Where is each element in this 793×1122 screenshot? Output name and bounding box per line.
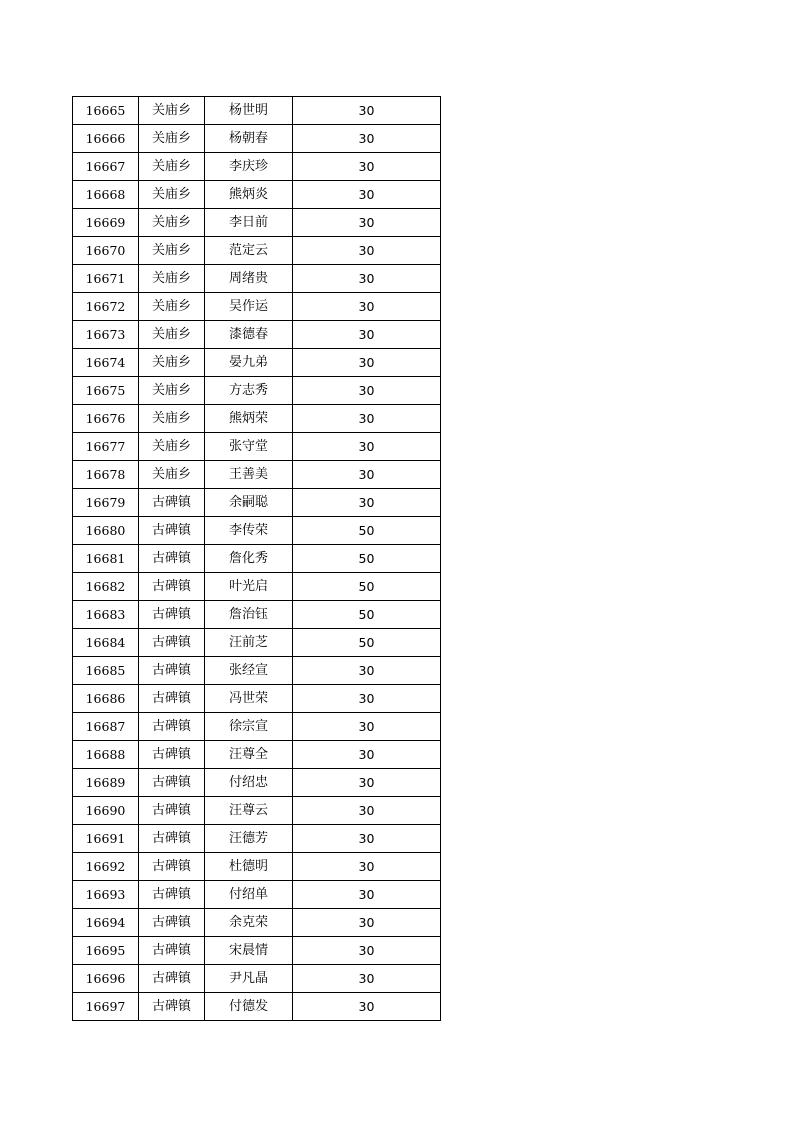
cell-id: 16696 — [73, 965, 139, 993]
cell-id: 16677 — [73, 433, 139, 461]
cell-town: 古碑镇 — [139, 629, 205, 657]
cell-town: 古碑镇 — [139, 489, 205, 517]
table-row — [73, 937, 441, 965]
cell-town: 古碑镇 — [139, 517, 205, 545]
cell-name: 熊炳荣 — [205, 405, 293, 433]
cell-id: 16690 — [73, 797, 139, 825]
cell-id: 16674 — [73, 349, 139, 377]
table-row — [73, 377, 441, 405]
cell-id: 16693 — [73, 881, 139, 909]
cell-name: 杜德明 — [205, 853, 293, 881]
cell-id: 16697 — [73, 993, 139, 1021]
cell-amount: 30 — [293, 265, 441, 293]
table-row — [73, 293, 441, 321]
cell-id: 16695 — [73, 937, 139, 965]
cell-town: 关庙乡 — [139, 153, 205, 181]
table-row — [73, 825, 441, 853]
cell-id: 16675 — [73, 377, 139, 405]
cell-town: 古碑镇 — [139, 573, 205, 601]
cell-name: 汪尊云 — [205, 797, 293, 825]
cell-amount: 30 — [293, 909, 441, 937]
cell-town: 关庙乡 — [139, 265, 205, 293]
cell-id: 16692 — [73, 853, 139, 881]
cell-town: 关庙乡 — [139, 209, 205, 237]
cell-amount: 30 — [293, 853, 441, 881]
cell-town: 关庙乡 — [139, 321, 205, 349]
cell-id: 16678 — [73, 461, 139, 489]
cell-id: 16684 — [73, 629, 139, 657]
table-row — [73, 685, 441, 713]
cell-town: 关庙乡 — [139, 405, 205, 433]
cell-name: 宋晨情 — [205, 937, 293, 965]
cell-amount: 30 — [293, 153, 441, 181]
cell-amount: 30 — [293, 209, 441, 237]
cell-name: 熊炳炎 — [205, 181, 293, 209]
table-row — [73, 573, 441, 601]
cell-amount: 30 — [293, 713, 441, 741]
cell-town: 关庙乡 — [139, 181, 205, 209]
cell-id: 16687 — [73, 713, 139, 741]
cell-amount: 50 — [293, 601, 441, 629]
cell-amount: 50 — [293, 545, 441, 573]
cell-id: 16691 — [73, 825, 139, 853]
cell-amount: 30 — [293, 97, 441, 125]
cell-id: 16670 — [73, 237, 139, 265]
cell-amount: 30 — [293, 825, 441, 853]
table-row — [73, 433, 441, 461]
cell-town: 古碑镇 — [139, 769, 205, 797]
cell-amount: 50 — [293, 573, 441, 601]
cell-id: 16676 — [73, 405, 139, 433]
cell-town: 古碑镇 — [139, 713, 205, 741]
cell-town: 古碑镇 — [139, 853, 205, 881]
cell-name: 尹凡晶 — [205, 965, 293, 993]
cell-id: 16685 — [73, 657, 139, 685]
cell-name: 叶光启 — [205, 573, 293, 601]
table-row — [73, 489, 441, 517]
cell-town: 关庙乡 — [139, 293, 205, 321]
cell-town: 古碑镇 — [139, 797, 205, 825]
cell-id: 16667 — [73, 153, 139, 181]
cell-name: 杨世明 — [205, 97, 293, 125]
cell-town: 古碑镇 — [139, 601, 205, 629]
cell-id: 16666 — [73, 125, 139, 153]
cell-town: 古碑镇 — [139, 965, 205, 993]
cell-id: 16686 — [73, 685, 139, 713]
cell-id: 16672 — [73, 293, 139, 321]
cell-name: 冯世荣 — [205, 685, 293, 713]
cell-name: 漆德春 — [205, 321, 293, 349]
cell-amount: 30 — [293, 237, 441, 265]
cell-town: 关庙乡 — [139, 97, 205, 125]
table-row — [73, 545, 441, 573]
cell-id: 16665 — [73, 97, 139, 125]
cell-amount: 30 — [293, 769, 441, 797]
cell-town: 关庙乡 — [139, 461, 205, 489]
cell-name: 余克荣 — [205, 909, 293, 937]
table-row — [73, 881, 441, 909]
cell-amount: 30 — [293, 293, 441, 321]
table-row — [73, 741, 441, 769]
table-row — [73, 97, 441, 125]
cell-town: 古碑镇 — [139, 741, 205, 769]
cell-town: 关庙乡 — [139, 237, 205, 265]
cell-name: 李日前 — [205, 209, 293, 237]
cell-town: 古碑镇 — [139, 993, 205, 1021]
table-row — [73, 629, 441, 657]
cell-name: 付德发 — [205, 993, 293, 1021]
cell-amount: 30 — [293, 489, 441, 517]
cell-name: 余嗣聪 — [205, 489, 293, 517]
cell-town: 古碑镇 — [139, 545, 205, 573]
cell-amount: 30 — [293, 881, 441, 909]
cell-name: 张经宣 — [205, 657, 293, 685]
cell-town: 关庙乡 — [139, 433, 205, 461]
cell-town: 古碑镇 — [139, 685, 205, 713]
cell-amount: 30 — [293, 685, 441, 713]
cell-name: 杨朝春 — [205, 125, 293, 153]
cell-id: 16688 — [73, 741, 139, 769]
cell-name: 詹治钰 — [205, 601, 293, 629]
cell-amount: 30 — [293, 741, 441, 769]
table-row — [73, 237, 441, 265]
cell-town: 关庙乡 — [139, 377, 205, 405]
table-row — [73, 657, 441, 685]
cell-amount: 30 — [293, 937, 441, 965]
cell-town: 古碑镇 — [139, 657, 205, 685]
table-row — [73, 853, 441, 881]
cell-town: 关庙乡 — [139, 125, 205, 153]
cell-id: 16689 — [73, 769, 139, 797]
table-row — [73, 461, 441, 489]
cell-id: 16673 — [73, 321, 139, 349]
cell-amount: 30 — [293, 965, 441, 993]
cell-amount: 50 — [293, 629, 441, 657]
cell-id: 16668 — [73, 181, 139, 209]
cell-name: 汪德芳 — [205, 825, 293, 853]
cell-amount: 30 — [293, 433, 441, 461]
cell-name: 汪前芝 — [205, 629, 293, 657]
cell-name: 李庆珍 — [205, 153, 293, 181]
cell-id: 16682 — [73, 573, 139, 601]
cell-id: 16681 — [73, 545, 139, 573]
table-row — [73, 909, 441, 937]
cell-name: 付绍单 — [205, 881, 293, 909]
table-row — [73, 125, 441, 153]
cell-name: 王善美 — [205, 461, 293, 489]
cell-name: 徐宗宣 — [205, 713, 293, 741]
cell-town: 古碑镇 — [139, 881, 205, 909]
table-row — [73, 965, 441, 993]
cell-name: 张守堂 — [205, 433, 293, 461]
table-row — [73, 601, 441, 629]
cell-amount: 30 — [293, 181, 441, 209]
cell-id: 16669 — [73, 209, 139, 237]
table-row — [73, 321, 441, 349]
table-row — [73, 265, 441, 293]
table-row — [73, 181, 441, 209]
table-row — [73, 797, 441, 825]
cell-town: 古碑镇 — [139, 825, 205, 853]
table-row — [73, 713, 441, 741]
cell-name: 李传荣 — [205, 517, 293, 545]
cell-name: 吴作运 — [205, 293, 293, 321]
cell-town: 古碑镇 — [139, 937, 205, 965]
table-row — [73, 405, 441, 433]
table-row — [73, 517, 441, 545]
cell-name: 晏九弟 — [205, 349, 293, 377]
table-row — [73, 769, 441, 797]
cell-name: 詹化秀 — [205, 545, 293, 573]
table-row — [73, 209, 441, 237]
cell-name: 范定云 — [205, 237, 293, 265]
cell-amount: 30 — [293, 321, 441, 349]
cell-amount: 30 — [293, 377, 441, 405]
cell-amount: 30 — [293, 405, 441, 433]
cell-town: 古碑镇 — [139, 909, 205, 937]
table-row — [73, 349, 441, 377]
cell-id: 16671 — [73, 265, 139, 293]
cell-id: 16680 — [73, 517, 139, 545]
cell-amount: 30 — [293, 349, 441, 377]
cell-id: 16694 — [73, 909, 139, 937]
cell-id: 16679 — [73, 489, 139, 517]
roster-table-body — [73, 97, 441, 1021]
table-row — [73, 993, 441, 1021]
roster-table — [72, 96, 441, 1021]
cell-amount: 30 — [293, 125, 441, 153]
cell-name: 方志秀 — [205, 377, 293, 405]
cell-amount: 30 — [293, 461, 441, 489]
cell-amount: 30 — [293, 657, 441, 685]
cell-id: 16683 — [73, 601, 139, 629]
cell-name: 付绍忠 — [205, 769, 293, 797]
cell-amount: 50 — [293, 517, 441, 545]
cell-name: 汪尊全 — [205, 741, 293, 769]
cell-town: 关庙乡 — [139, 349, 205, 377]
cell-amount: 30 — [293, 993, 441, 1021]
table-row — [73, 153, 441, 181]
cell-name: 周绪贵 — [205, 265, 293, 293]
cell-amount: 30 — [293, 797, 441, 825]
